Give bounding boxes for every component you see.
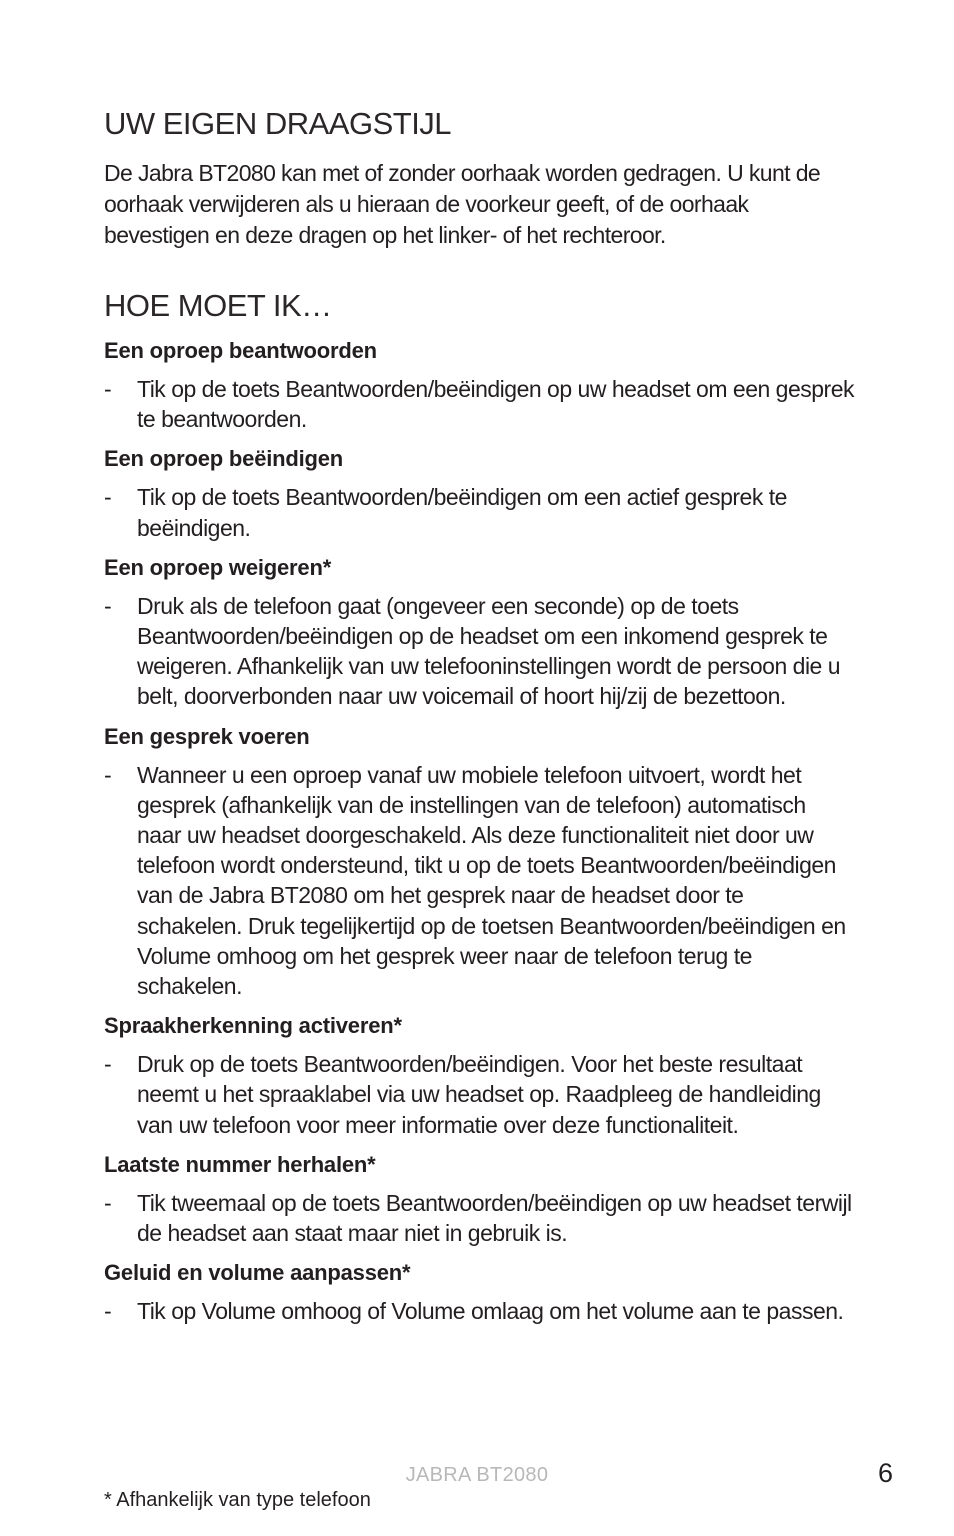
footer-product-name: JABRA BT2080: [405, 1464, 549, 1486]
footnote: * Afhankelijk van type telefoon: [104, 1489, 371, 1511]
dash-bullet: -: [104, 761, 112, 788]
item-text-content: Tik tweemaal op de toets Beantwoorden/beëindigen op uw headset terwijl de headset aan staat maar niet in gebruik is.: [137, 1189, 852, 1247]
item-text: [104, 1049, 854, 1140]
item-heading: Een oproep beantwoorden: [104, 338, 377, 363]
item-heading: Een oproep beëindigen: [104, 446, 344, 472]
howto-item: [104, 1150, 854, 1248]
howto-item: [104, 722, 854, 1002]
item-text-content: Tik op de toets Beantwoorden/beëindigen om een actief gesprek te beëindigen.: [137, 484, 787, 541]
item-heading: Een oproep weigeren*: [104, 554, 332, 580]
dash-bullet: -: [104, 592, 112, 619]
howto-list: [104, 336, 854, 1336]
howto-item: [104, 1011, 854, 1140]
item-text-content: Druk op de toets Beantwoorden/beëindigen. Voor het beste resultaat neemt u het spraaklabel via uw headset op. Raadpleeg de handleiding van uw telefoon voor meer informatie over deze functionaliteit.: [137, 1051, 821, 1138]
item-text-content: Wanneer u een oproep vanaf uw mobiele telefoon uitvoert, wordt het gesprek (afhankelijk van de instellingen van de telefoon) automatisch naar uw headset doorgeschakeld. Als deze functionaliteit niet door uw telefoon wordt ondersteund, tikt u op de toets Beantwoorden/beëindigen van de Jabra BT2080 om het gesprek naar de headset door te schakelen. Druk tegelijkertijd op de toetsen Beantwoorden/beëindigen en Volume omhoog om het gesprek weer naar de telefoon terug te schakelen.: [137, 761, 846, 1000]
item-text: [104, 760, 854, 1002]
item-text: [104, 374, 854, 434]
item-heading: Een gesprek voeren: [104, 723, 310, 749]
intro-paragraph: De Jabra BT2080 kan met of zonder oorhaak worden gedragen. U kunt de oorhaak verwijderen als u hieraan de voorkeur geeft, of de oorhaak bevestigen en deze dragen op het linker- of het rechteroor.: [104, 160, 821, 248]
item-text-content: Tik op de toets Beantwoorden/beëindigen op uw headset om een gesprek te beantwoorden.: [137, 376, 854, 433]
item-heading: Laatste nummer herhalen*: [104, 1151, 376, 1177]
item-text: [104, 1188, 854, 1248]
dash-bullet: -: [104, 376, 112, 402]
dash-bullet: -: [104, 1189, 112, 1216]
item-text-content: Druk als de telefoon gaat (ongeveer een seconde) op de toets Beantwoorden/beëindigen op de headset om een inkomend gesprek te weigeren. Afhankelijk van uw telefooninstellingen wordt de persoon die u belt, doorverbonden naar uw voicemail of hoort hij/zij de bezettoon.: [137, 592, 841, 710]
item-text: [104, 1296, 854, 1326]
dash-bullet: -: [104, 1298, 112, 1325]
section-title-howto: HOE MOET IK…: [104, 288, 332, 323]
howto-item: [104, 553, 854, 712]
item-text: [104, 591, 854, 712]
item-text: [104, 482, 854, 542]
section-title-style: UW EIGEN DRAAGSTIJL: [104, 106, 452, 141]
dash-bullet: -: [104, 1051, 112, 1078]
howto-item: [104, 1258, 854, 1326]
item-heading: Geluid en volume aanpassen*: [104, 1260, 411, 1286]
howto-item: [104, 336, 854, 434]
page-number: 6: [878, 1458, 894, 1488]
item-heading: Spraakherkenning activeren*: [104, 1013, 402, 1039]
item-text-content: Tik op Volume omhoog of Volume omlaag om het volume aan te passen.: [137, 1298, 844, 1325]
dash-bullet: -: [104, 484, 112, 511]
howto-item: [104, 444, 854, 542]
